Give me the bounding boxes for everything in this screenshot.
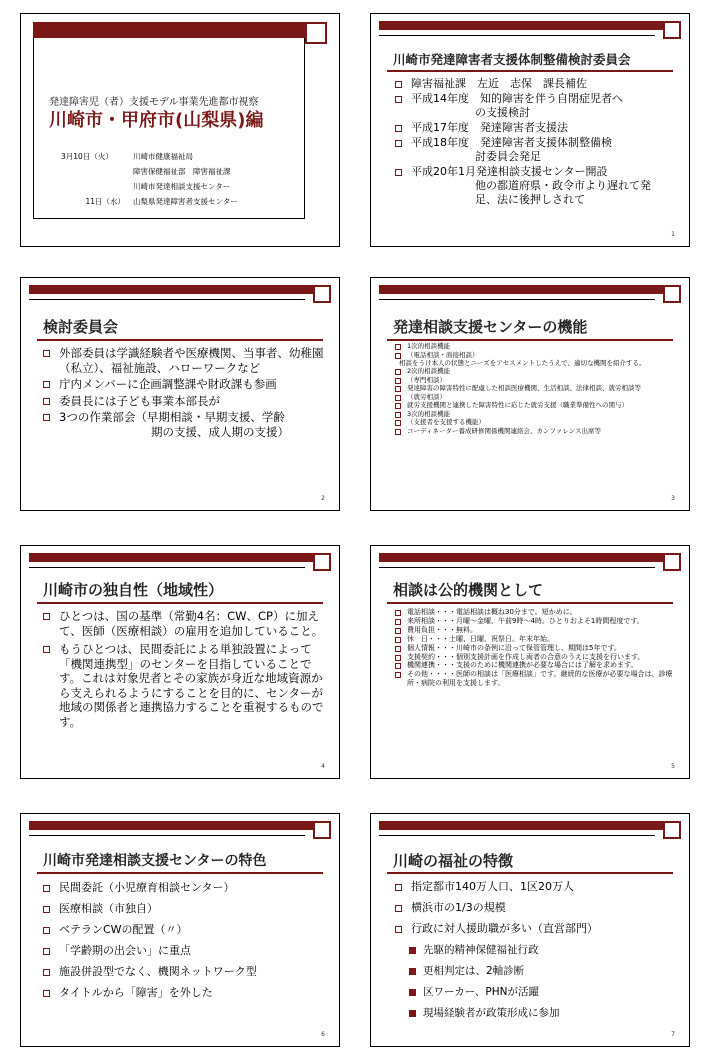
slide-5 [370,545,690,779]
slide-header-line [379,35,655,36]
title-underline [387,339,673,341]
slide-2 [20,277,340,511]
bullet-item: 費用負担・・・無料。 [393,626,677,634]
bullet-continuation: 他の都道府県・政令市より遅れて発 [475,179,651,192]
slide-header-square-inner [665,23,679,37]
title-underline [37,339,323,341]
bullet-text: 平成20年1月発達相談支援センター開設 [411,165,608,178]
slide-title: 川崎市発達相談支援センターの特色 [43,853,267,869]
bullet-item: （専門相談） [393,376,675,384]
bullet-item [393,165,679,207]
sub-bullet-item: 更相判定は、2軸診断 [393,963,683,978]
bullet-item [393,351,675,367]
bullet-text: 平成18年度 発達障害者支援体制整備検 [411,136,612,149]
bullet-item [393,92,679,120]
bullet-item: 横浜市の1/3の規模 [393,901,683,915]
slide-header-line [379,835,655,836]
bullet-item: 「学齢期の出会い」に重点 [41,944,331,958]
bullet-continuation: 足、法に後押しされて [475,193,585,206]
bullet-item: 施設併設型でなく、機関ネットワーク型 [41,965,331,979]
page-number: 3 [671,495,675,502]
slide-title: 検討委員会 [43,318,119,336]
bullet-list [41,609,333,731]
bullet-item: 外部委員は学識経験者や医療機関、当事者、幼稚園（私立）、福祉施設、ハローワークなど [41,346,331,375]
title-frame-bar [33,22,327,38]
schedule-row [61,149,238,164]
schedule-row [61,179,238,194]
bullet-item: （就労相談） [393,393,675,401]
title-underline [387,602,673,604]
slide-header-bar [29,285,331,294]
bullet-text: 3つの作業部会（早期相談・早期支援、学齢 [59,410,285,424]
bullet-item: コーディネーター養成研修関係機関連絡会、カンファレンス出席等 [393,427,675,435]
slide-title: 川崎市の独自性（地域性） [43,581,224,599]
bullet-item: 庁内メンバーに企画調整課や財政課も参画 [41,377,331,392]
slide-title: 川崎市発達障害者支援体制整備検討委員会 [393,52,631,67]
slide-header-line [379,299,655,300]
sub-bullet-list [393,942,683,1026]
bullet-list [41,346,331,441]
sub-bullet-item: 現場経験者が政策形成に参加 [393,1005,683,1020]
slide-6 [20,813,340,1047]
bullet-item: 行政に対人援助職が多い（直営部門） [393,922,683,936]
bullet-text: 平成14年度 知的障害を伴う自閉症児者へ [411,92,623,105]
title-frame-left-line [33,38,34,218]
slide-header-square-inner [315,287,329,301]
bullet-item: ベテランCWの配置（〃） [41,923,331,937]
title-underline [387,872,673,874]
page-number: 2 [321,495,325,502]
bullet-list [41,881,331,1007]
bullet-item: 2次的相談機能 [393,367,675,375]
slide-header-square-inner [315,555,329,569]
slide-4 [20,545,340,779]
bullet-continuation: 期の支援、成人期の支援） [151,424,289,439]
page-number: 6 [321,1031,325,1038]
bullet-item [393,136,679,164]
bullet-list [393,608,677,688]
bullet-item: タイトルから「障害」を外した [41,986,331,1000]
slide-title: 川崎の福祉の特徴 [393,852,514,870]
slide-title [20,13,340,247]
schedule-row [61,164,238,179]
page-number: 7 [671,1031,675,1038]
bullet-continuation: の支援検討 [475,106,530,119]
bullet-item: 休 日・・・土曜、日曜、祝祭日。年末年始。 [393,635,677,643]
bullet-item: もうひとつは、民間委託による単独設置によって「機関連携型」のセンターを目指していることです。これは対象児者とその家族が身近な地域資源から支えられるようにすることを目的に、センターが地域の関係者と連携協力することを重視するものです。 [41,642,333,729]
title-frame-right-line [304,38,305,218]
bullet-text: （電話相談・面接相談） [407,350,479,359]
bullet-item: 支援契約・・・個別支援計画を作成し両者の合意のうえに支援を行います。 [393,653,677,661]
slide-header-square-inner [665,287,679,301]
slide-header-square-inner [665,555,679,569]
slide-header-bar [29,553,331,562]
visit-schedule [61,149,238,209]
bullet-item: 発達障害の障害特性に配慮した相談医療機関、生活相談、法律相談、就労相談等 [393,384,675,392]
slide-header-square-inner [665,823,679,837]
bullet-list [393,342,675,435]
slide-7 [370,813,690,1047]
title-frame-square-inner [307,24,325,42]
schedule-place: 山梨県発達障害者支援センター [133,197,238,206]
title-frame-bottom-line [33,218,305,219]
bullet-item: （支援者を支援する機能） [393,418,675,426]
slide-header-bar [379,553,681,562]
bullet-item: 就労支援機関と連携した障害特性に応じた就労支援（職業準備性への関与） [393,401,675,409]
sub-bullet-item: 区ワーカー、PHNが活躍 [393,984,683,999]
bullet-item: 医療相談（市独自） [41,902,331,916]
bullet-item: 指定都市140万人口、1区20万人 [393,880,683,894]
bullet-list [393,880,683,943]
schedule-place: 川崎市健康福祉局 [133,152,193,161]
slide-header-bar [379,821,681,830]
page-number: 5 [671,763,675,770]
schedule-place: 川崎市発達相談支援センター [133,182,231,191]
bullet-item: 個人情報・・・川崎市の条例に沿って保管管理し、期間は5年です。 [393,644,677,652]
bullet-item: 民間委託（小児療育相談センター） [41,881,331,895]
slide-header-bar [379,285,681,294]
schedule-row [61,194,238,209]
slide-3 [370,277,690,511]
schedule-date: 3月10日（火） [61,152,113,161]
bullet-item: 機関連携・・・支援のために機関連携が必要な場合には了解を求めます。 [393,661,677,669]
bullet-item: 来所相談・・・月曜～金曜、午前9時～4時。ひとりおよそ1時間程度です。 [393,617,677,625]
title-underline [387,70,673,72]
bullet-item [41,410,331,439]
sub-bullet-item: 先駆的精神保健福祉行政 [393,942,683,957]
bullet-item: 障害福祉課 左近 志保 課長補佐 [393,77,679,91]
schedule-place: 障害保健福祉部 障害福祉課 [133,167,231,176]
page-number: 1 [671,231,675,238]
bullet-item: 平成17年度 発達障害者支援法 [393,121,679,135]
bullet-item: 1次的相談機能 [393,342,675,350]
slide-header-bar [29,821,331,830]
slide-title: 発達相談支援センターの機能 [393,318,588,336]
slide-1 [370,13,690,247]
bullet-sub: 相談をうけ本人の状態とニーズをアセスメントしたうえで、適切な機関を紹介する。 [399,358,646,367]
slide-header-line [29,299,305,300]
bullet-item: 3次的相談機能 [393,410,675,418]
bullet-item: 委員長には子ども事業本部長が [41,394,331,409]
title-underline [37,872,323,874]
bullet-item: その他・・・・医師の相談は「医療相談」です。継続的な医療が必要な場合は、診療所・病院の利用を支援します。 [393,670,677,687]
slide-header-line [379,567,655,568]
bullet-list [393,77,679,208]
schedule-date: 11日（水） [85,197,125,206]
slide-title: 相談は公的機関として [393,581,544,599]
slide-header-line [29,567,305,568]
page-number: 4 [321,763,325,770]
title-underline [37,602,323,604]
slide-header-square-inner [315,823,329,837]
slide-header-bar [379,21,681,30]
slide-header-line [29,835,305,836]
bullet-item: ひとつは、国の基準（常勤4名：CW、CP）に加えて、医師（医療相談）の雇用を追加していること。 [41,609,333,638]
bullet-item: 電話相談・・・電話相談は概ね30分まで。短かめに。 [393,608,677,616]
slide-main-title: 川崎市・甲府市(山梨県)編 [49,110,264,131]
slide-subtitle: 発達障害児（者）支援モデル事業先進都市視察 [49,97,259,108]
bullet-continuation: 討委員会発足 [475,150,541,163]
